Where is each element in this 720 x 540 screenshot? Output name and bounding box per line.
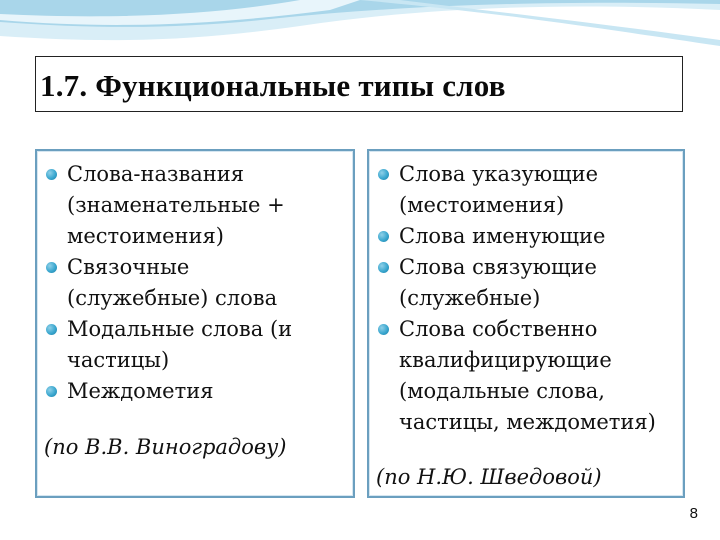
list-item	[37, 252, 307, 314]
list-item-text: Слова связующие (служебные)	[399, 255, 597, 310]
list-item-text: Связочные (служебные) слова	[67, 255, 278, 310]
list-item-text: Слова указующие (местоимения)	[399, 162, 599, 217]
list-item-text: Слова-названия (знаменательные + местоимения)	[67, 162, 285, 248]
list-item	[369, 252, 649, 314]
bullet-icon	[378, 169, 389, 180]
bullet-icon	[378, 231, 389, 242]
list-item-text: Слова собственно квалифицирующие (модальные слова, частицы, междометия)	[399, 317, 656, 434]
bullet-icon	[378, 324, 389, 335]
list-item-text: Междометия	[67, 379, 214, 403]
list-item	[37, 314, 337, 376]
title-box	[35, 56, 683, 112]
bullet-icon	[46, 169, 57, 180]
right-column-list	[369, 159, 679, 438]
list-item	[369, 159, 649, 221]
bullet-icon	[46, 386, 57, 397]
page-number: 8	[689, 505, 698, 522]
slide-title: 1.7. Функциональные типы слов	[40, 68, 506, 103]
left-column-panel	[35, 149, 355, 498]
list-item-text: Модальные слова (и частицы)	[67, 317, 293, 372]
list-item	[369, 314, 677, 438]
bullet-icon	[378, 262, 389, 273]
list-item	[37, 159, 347, 252]
left-column-reference: (по В.В. Виноградову)	[44, 435, 287, 459]
bullet-icon	[46, 324, 57, 335]
list-item	[369, 221, 679, 252]
right-column-reference: (по Н.Ю. Шведовой)	[376, 465, 602, 489]
bullet-icon	[46, 262, 57, 273]
right-column-panel	[367, 149, 685, 498]
list-item	[37, 376, 337, 407]
list-item-text: Слова именующие	[399, 224, 606, 248]
left-column-list	[37, 159, 347, 407]
